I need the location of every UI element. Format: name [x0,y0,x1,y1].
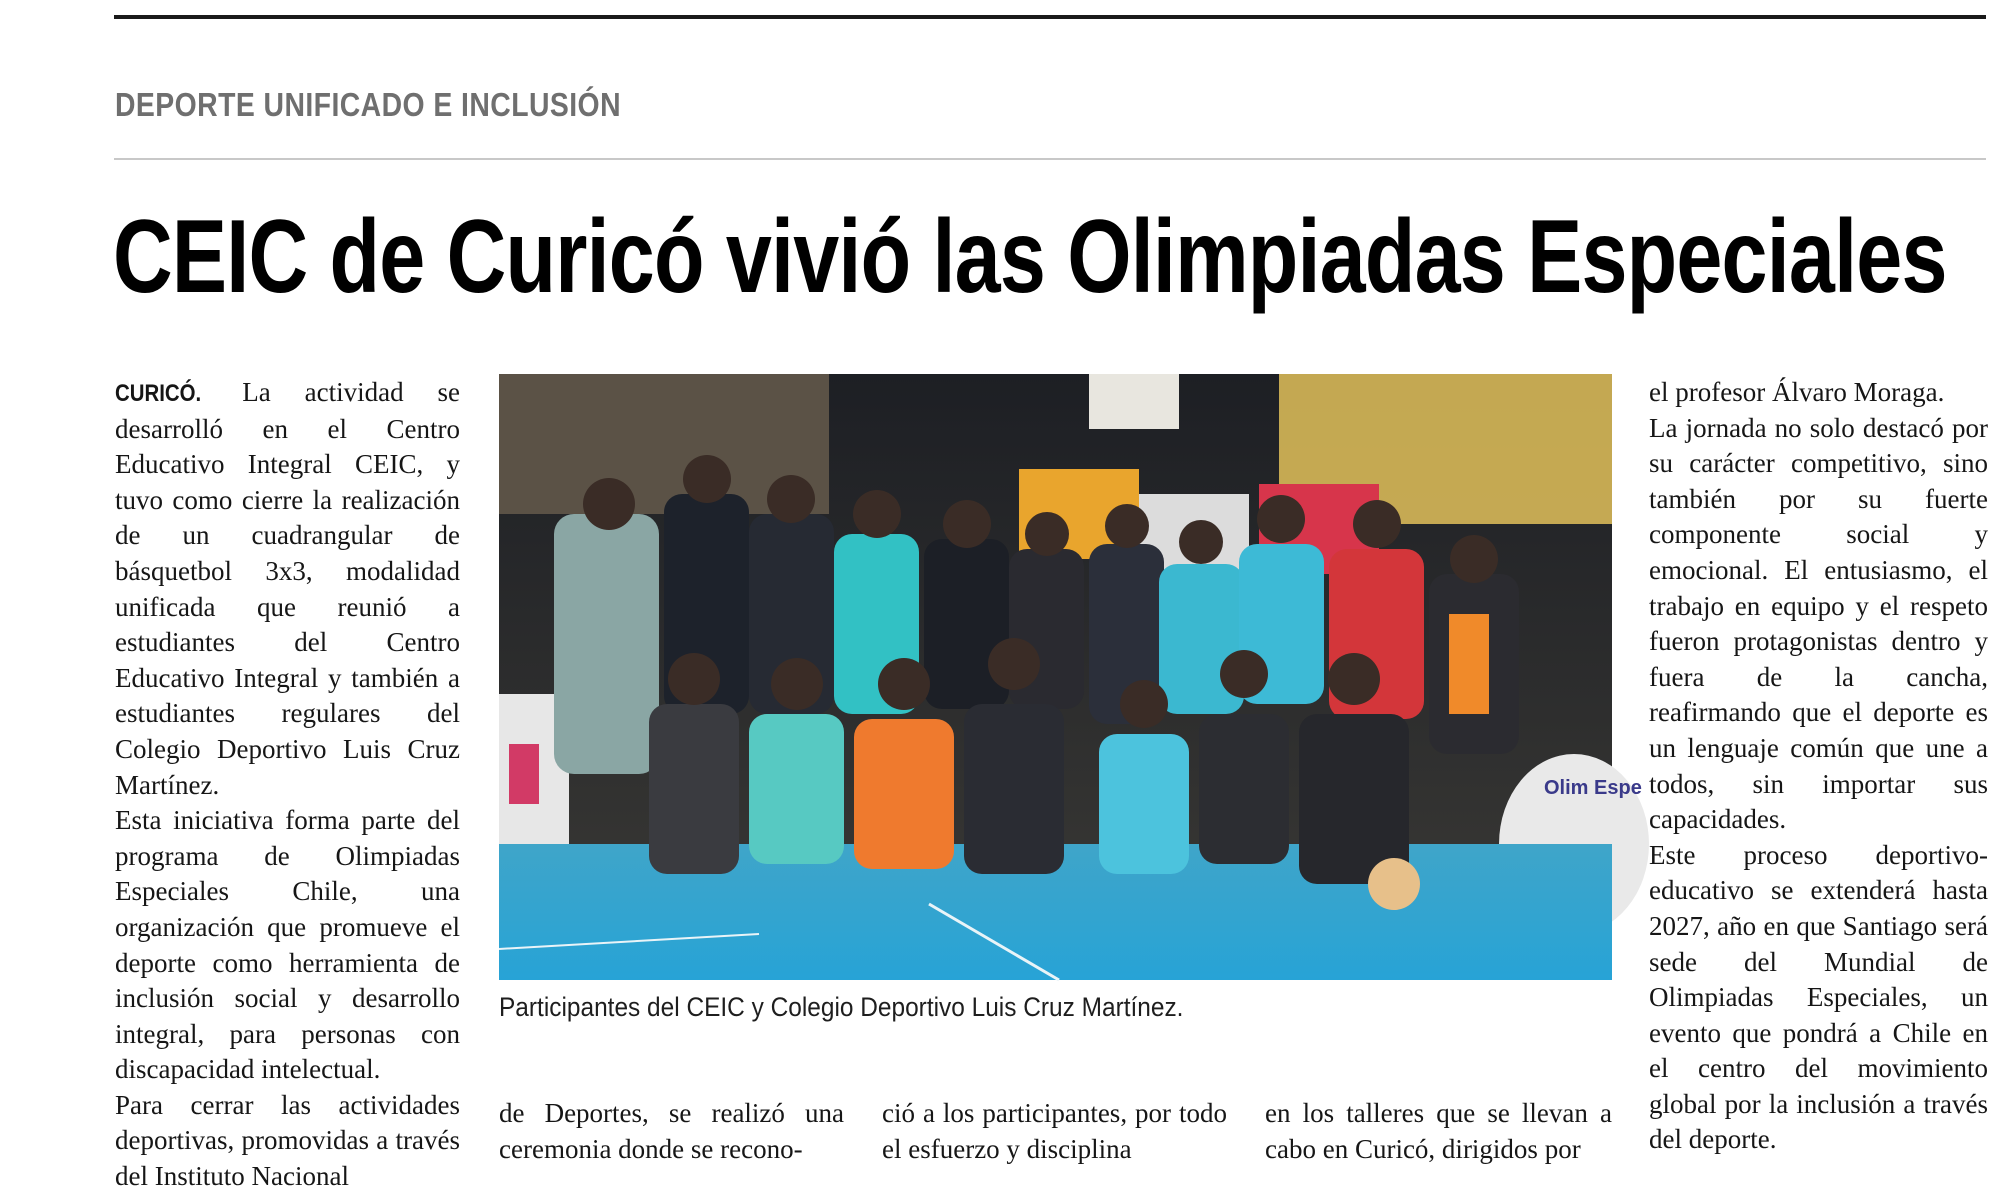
team-photo [499,374,1642,980]
paragraph: Este proceso deportivo-educativo se extenderá hasta 2027, año en que Santiago será sede del Mundial de Olimpiadas Especiales, un evento que pondrá a Chile en el centro del movimiento global por la inclusión a través del deporte. [1649,839,1988,1155]
paragraph: Esta iniciativa forma parte del programa de Olimpiadas Especiales Chile, una organización que promueve el deporte como herramienta de inclusión social y desarrollo integral, para personas con discapacidad intelectual. [115,805,460,1085]
column-3: ció a los participantes, por todo el esfuerzo y disciplina [882,1098,1227,1164]
dateline: CURICÓ. [115,380,202,407]
paragraph: La jornada no solo destacó por su carácter competitivo, sino también por su fuerte componente social y emocional. El entusiasmo, el trabajo en equipo y el respeto fueron protagonistas dentro y fuera de la cancha, reafirmando que el deporte es un lenguaje común que une a todos, sin importar sus capacidades. [1649,412,1988,835]
top-rule [114,15,1986,19]
section-label: DEPORTE UNIFICADO E INCLUSIÓN [115,86,621,123]
column-2: de Deportes, se realizó una ceremonia donde se recono- [499,1098,844,1164]
column-1 [115,375,460,1195]
paragraph-text: La actividad se desarrolló en el Centro Educativo Integral CEIC, y tuvo como cierre la realización de un cuadrangular de básquetbol 3x3, modalidad unificada que reunió a estudiantes del Centro Educativo Integral y también a estudiantes regulares del Colegio Deportivo Luis Cruz Martínez. [115,377,460,800]
column-4: en los talleres que se llevan a cabo en Curicó, dirigidos por [1265,1098,1612,1164]
section-rule [114,158,1986,160]
column-5 [1649,375,1988,1158]
headline: CEIC de Curicó vivió las Olimpiadas Especiales [113,199,1947,315]
paragraph: el profesor Álvaro Moraga. [1649,377,1945,407]
banner-text: Olim Espe [1544,777,1642,799]
team-photo-illustration [499,374,1642,980]
photo-caption: Participantes del CEIC y Colegio Deportivo Luis Cruz Martínez. [499,992,1184,1022]
paragraph: Para cerrar las actividades deportivas, promovidas a través del Instituto Nacional [115,1089,460,1192]
paragraph [115,375,460,803]
